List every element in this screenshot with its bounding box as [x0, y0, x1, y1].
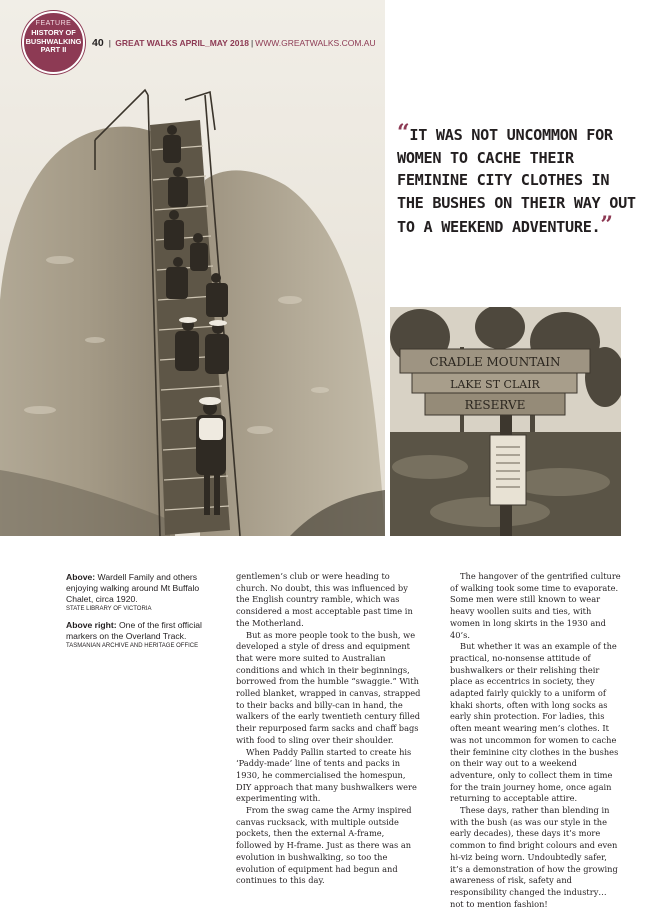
- sign-line-3: RESERVE: [464, 398, 526, 412]
- paragraph: These days, rather than blending in with the bush (as was our style in the early decades), these days it’s more common to find bright colours and even hi-viz being worn. Undoubtedly safer, it’s a demonstration of how the growing awareness of risk, safety and responsibility changed the industry… not to mention fashion!: [450, 805, 618, 909]
- paragraph: gentlemen’s club or were heading to church. No doubt, this was influenced by the English country ramble, which was considered a most acceptable past time in the Motherland.: [236, 571, 413, 628]
- sign-line-2: LAKE ST CLAIR: [450, 378, 540, 391]
- section-badge: [22, 11, 85, 74]
- paragraph: But as more people took to the bush, we developed a style of dress and equipment that were more suited to Australian conditions and which in their beginnings, borrowed from the humble “swaggie.” With rolled blanket, wrapped in canvas, strapped to their backs and billy-can in hand, the walkers of the early twentieth century filled their repurposed farm sacks and chaff bags with food to sling over their shoulder.: [236, 629, 421, 745]
- pull-quote-text: IT WAS NOT UNCOMMON FOR WOMEN TO CACHE THEIR FEMININE CITY CLOTHES IN THE BUSHES ON THEIR WAY OUT TO A WEEKEND ADVENTURE.: [397, 126, 636, 237]
- caption-label: Above right:: [66, 619, 117, 630]
- sign-photo: [390, 307, 621, 536]
- quote-open-mark: “: [397, 120, 410, 146]
- caption-credit: TASMANIAN ARCHIVE AND HERITAGE OFFICE: [66, 642, 199, 649]
- pull-quote: [397, 122, 637, 239]
- quote-close-mark: ”: [600, 212, 613, 239]
- caption-text: One of the first official markers on the Overland Track.: [66, 619, 202, 641]
- caption-label: Above:: [66, 572, 96, 582]
- page-folio: 40 | GREAT WALKS APRIL_MAY 2018 | WWW.GREATWALKS.COM.AU: [92, 37, 376, 49]
- main-photo: [0, 0, 385, 536]
- paragraph: When Paddy Pallin started to create his ‘Paddy-made’ line of tents and packs in 1930, he commercialised the homespun, DIY approach that many bushwalkers were experimenting with.: [236, 746, 417, 804]
- paragraph: The hangover of the gentrified culture of walking took some time to evaporate. Some men were still known to wear heavy woollen suits and ties, with women in long skirts in the 1930 and 40’s.: [450, 571, 621, 640]
- photo-reserve-sign: [390, 307, 621, 536]
- caption-text: Wardell Family and others enjoying walking around Mt Buffalo Chalet, circa 1920.: [66, 572, 200, 604]
- photo-rock-staircase: [0, 0, 385, 536]
- body-column-1: [236, 571, 422, 887]
- magazine-issue: GREAT WALKS APRIL_MAY 2018: [115, 38, 249, 48]
- caption-main-photo: [66, 572, 214, 614]
- paragraph: From the swag came the Army inspired canvas rucksack, with multiple outside pockets, then the external A-frame, followed by H-frame. Just as there was an evolution in bushwalking, so too the evolution of equipment had begun and continues to this day.: [236, 805, 412, 886]
- body-column-2: [450, 571, 622, 910]
- page-number: 40: [92, 37, 104, 49]
- caption-sign-photo: [66, 620, 214, 651]
- website-link[interactable]: WWW.GREATWALKS.COM.AU: [255, 38, 376, 48]
- caption-credit: STATE LIBRARY OF VICTORIA: [66, 606, 152, 612]
- paragraph: But whether it was an example of the practical, no-nonsense attitude of bushwalkers or their relishing their place as eccentrics in society, they adapted fairly quickly to a uniform of khaki shorts, often with long socks as early shin protection. For ladies, this often meant wearing men’s clothes. It was not uncommon for women to cache their feminine city clothes in the bushes on their way out to a weekend adventure, only to collect them in time for the train journey home, once again returning to acceptable attire.: [450, 641, 619, 804]
- section-label: FEATURE: [35, 20, 72, 27]
- series-title: HISTORY OF BUSHWALKING PART II: [25, 28, 82, 54]
- sign-line-1: CRADLE MOUNTAIN: [429, 355, 561, 369]
- photo-captions: [66, 572, 214, 656]
